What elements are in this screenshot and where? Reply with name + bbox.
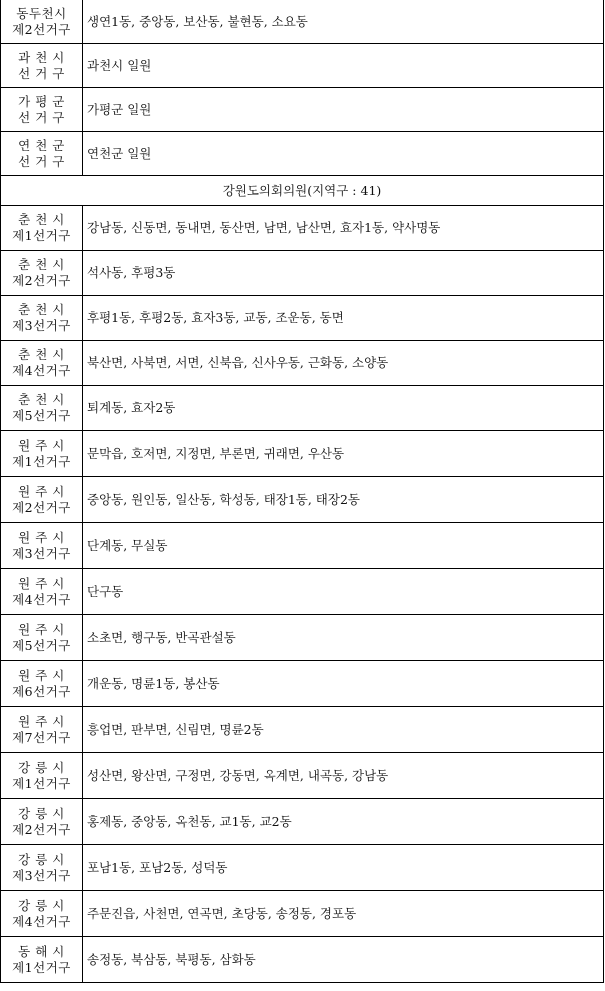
district-city: 동 해 시 xyxy=(18,943,65,959)
district-areas-cell: 석사동, 후평3동 xyxy=(83,251,604,296)
district-city: 원 주 시 xyxy=(18,529,65,545)
district-name-cell xyxy=(1,296,83,341)
district-areas-cell: 단계동, 무실동 xyxy=(83,523,604,569)
district-areas-cell: 송정동, 북삼동, 북평동, 삼화동 xyxy=(83,937,604,983)
district-name-cell xyxy=(1,44,83,88)
district-areas-cell: 소초면, 행구동, 반곡관설동 xyxy=(83,615,604,661)
district-name-cell xyxy=(1,0,83,44)
district-city: 과 천 시 xyxy=(18,49,65,65)
district-name-cell xyxy=(1,132,83,176)
district-number: 제1선거구 xyxy=(12,959,71,975)
district-number: 제2선거구 xyxy=(12,821,71,837)
table-row xyxy=(1,891,604,937)
district-name-cell xyxy=(1,845,83,891)
district-name-cell xyxy=(1,615,83,661)
district-number: 제1선거구 xyxy=(12,453,71,469)
table-row xyxy=(1,431,604,477)
district-number: 제2선거구 xyxy=(12,21,71,37)
district-number: 제3선거구 xyxy=(12,867,71,883)
district-city: 춘 천 시 xyxy=(18,347,65,362)
district-name-cell xyxy=(1,341,83,386)
district-areas-cell: 생연1동, 중앙동, 보산동, 불현동, 소요동 xyxy=(83,0,604,44)
district-areas-cell: 성산면, 왕산면, 구정면, 강동면, 옥계면, 내곡동, 강남동 xyxy=(83,753,604,799)
district-city: 강 릉 시 xyxy=(18,805,65,821)
district-city: 원 주 시 xyxy=(18,713,65,729)
table-row xyxy=(1,206,604,251)
table-row xyxy=(1,937,604,983)
district-city: 원 주 시 xyxy=(18,483,65,499)
district-areas-cell: 주문진읍, 사천면, 연곡면, 초당동, 송정동, 경포동 xyxy=(83,891,604,937)
district-name-cell xyxy=(1,88,83,132)
district-name-cell xyxy=(1,753,83,799)
table-row xyxy=(1,251,604,296)
district-city: 동두천시 xyxy=(16,5,67,21)
district-number: 선 거 구 xyxy=(18,153,65,169)
district-name-cell xyxy=(1,477,83,523)
table-row xyxy=(1,386,604,431)
district-number: 선 거 구 xyxy=(18,65,65,81)
district-areas-cell: 퇴계동, 효자2동 xyxy=(83,386,604,431)
district-areas-cell: 북산면, 사북면, 서면, 신북읍, 신사우동, 근화동, 소양동 xyxy=(83,341,604,386)
district-areas-cell: 가평군 일원 xyxy=(83,88,604,132)
district-name-cell xyxy=(1,707,83,753)
district-areas-cell: 단구동 xyxy=(83,569,604,615)
table-row xyxy=(1,845,604,891)
table-row xyxy=(1,799,604,845)
district-areas-cell: 과천시 일원 xyxy=(83,44,604,88)
table-row xyxy=(1,661,604,707)
district-city: 원 주 시 xyxy=(18,575,65,591)
district-city: 춘 천 시 xyxy=(18,257,65,272)
district-name-cell xyxy=(1,386,83,431)
district-number: 선 거 구 xyxy=(18,109,65,125)
district-number: 제5선거구 xyxy=(12,408,71,423)
district-city: 춘 천 시 xyxy=(18,212,65,227)
district-city: 춘 천 시 xyxy=(18,392,65,407)
district-name-cell xyxy=(1,251,83,296)
district-city: 원 주 시 xyxy=(18,437,65,453)
district-areas-cell: 문막읍, 호저면, 지정면, 부론면, 귀래면, 우산동 xyxy=(83,431,604,477)
section-header-row xyxy=(1,176,604,206)
district-number: 제4선거구 xyxy=(12,913,71,929)
district-name-cell xyxy=(1,891,83,937)
district-number: 제6선거구 xyxy=(12,683,71,699)
table-row xyxy=(1,0,604,44)
district-number: 제5선거구 xyxy=(12,637,71,653)
table-row xyxy=(1,88,604,132)
district-number: 제2선거구 xyxy=(12,499,71,515)
district-name-cell xyxy=(1,937,83,983)
district-areas-cell: 강남동, 신동면, 동내면, 동산면, 남면, 남산면, 효자1동, 약사명동 xyxy=(83,206,604,251)
district-number: 제1선거구 xyxy=(12,228,71,243)
district-number: 제4선거구 xyxy=(12,591,71,607)
district-areas-cell: 후평1동, 후평2동, 효자3동, 교동, 조운동, 동면 xyxy=(83,296,604,341)
table-row xyxy=(1,477,604,523)
district-number: 제3선거구 xyxy=(12,545,71,561)
district-number: 제2선거구 xyxy=(12,273,71,288)
district-areas-cell: 중앙동, 원인동, 일산동, 학성동, 태장1동, 태장2동 xyxy=(83,477,604,523)
district-city: 연 천 군 xyxy=(18,137,65,153)
table-row xyxy=(1,615,604,661)
table-row xyxy=(1,44,604,88)
table-row xyxy=(1,132,604,176)
table-row xyxy=(1,341,604,386)
district-city: 강 릉 시 xyxy=(18,759,65,775)
district-name-cell xyxy=(1,799,83,845)
district-areas-cell: 연천군 일원 xyxy=(83,132,604,176)
district-number: 제7선거구 xyxy=(12,729,71,745)
district-city: 강 릉 시 xyxy=(18,851,65,867)
district-areas-cell: 개운동, 명륜1동, 봉산동 xyxy=(83,661,604,707)
district-name-cell xyxy=(1,661,83,707)
district-number: 제4선거구 xyxy=(12,363,71,378)
table-row xyxy=(1,296,604,341)
district-name-cell xyxy=(1,206,83,251)
district-city: 가 평 군 xyxy=(18,93,65,109)
district-city: 원 주 시 xyxy=(18,621,65,637)
table-row xyxy=(1,523,604,569)
district-city: 원 주 시 xyxy=(18,667,65,683)
table-row xyxy=(1,707,604,753)
district-areas-cell: 포남1동, 포남2동, 성덕동 xyxy=(83,845,604,891)
district-number: 제1선거구 xyxy=(12,775,71,791)
district-city: 강 릉 시 xyxy=(18,897,65,913)
district-areas-cell: 홍제동, 중앙동, 옥천동, 교1동, 교2동 xyxy=(83,799,604,845)
district-name-cell xyxy=(1,523,83,569)
table-row xyxy=(1,569,604,615)
section-header: 강원도의회의원(지역구 : 41) xyxy=(1,176,604,206)
table-row xyxy=(1,753,604,799)
district-number: 제3선거구 xyxy=(12,318,71,333)
district-name-cell xyxy=(1,569,83,615)
district-areas-cell: 흥업면, 판부면, 신림면, 명륜2동 xyxy=(83,707,604,753)
district-city: 춘 천 시 xyxy=(18,302,65,317)
district-name-cell xyxy=(1,431,83,477)
